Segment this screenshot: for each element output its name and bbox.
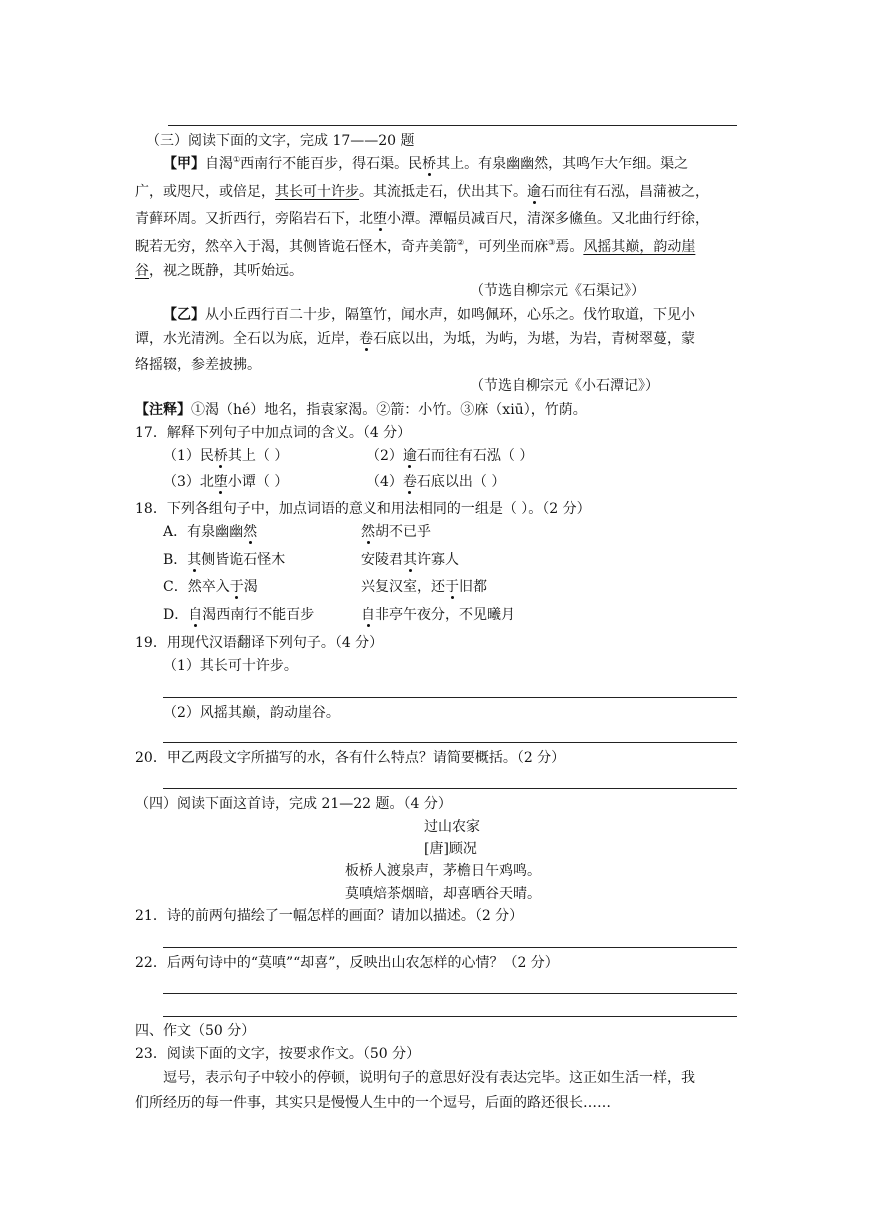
q17-stem: 17．解释下列句子中加点词的含义。（4 分）	[135, 425, 412, 441]
yi-text: 石底以出，为坻，为屿，为堪，为岩，青树翠蔓，蒙	[373, 331, 695, 347]
dotted-word: 逾	[527, 184, 541, 200]
section3-heading: （三）阅读下面的文字，完成 17——20 题	[146, 133, 415, 149]
q17-blank[interactable]: 小谭（ ）	[227, 474, 289, 490]
part4-heading: 四、作文（50 分）	[135, 1023, 256, 1039]
q18-text: 安陵君	[361, 552, 403, 568]
q22-stem: 22．后两句诗中的“莫嗔”“却喜”，反映出山农怎样的心情？（2 分）	[135, 955, 559, 971]
yi-text: 谭，水光清洌。全石以为底，近岸，	[135, 331, 359, 347]
dotted-word: 于	[229, 579, 244, 595]
q18-text: 胡不已乎	[375, 524, 431, 540]
yi-text: 从小丘西行百二十步，隔篁竹，闻水声，如鸣佩环，心乐之。伐竹取道，下见小	[205, 307, 695, 323]
dotted-word: 然	[243, 524, 258, 540]
jia-text: ，可列坐而庥	[464, 239, 549, 255]
dotted-word: 卷	[359, 331, 373, 347]
q18-text: C．然卒入	[163, 579, 230, 595]
yi-line-2	[135, 330, 695, 348]
q17-item-3	[163, 473, 288, 491]
dotted-word: 桥	[213, 448, 228, 464]
q18-stem: 18．下列各组句子中，加点词语的意义和用法相同的一组是（ ）。（2 分）	[135, 501, 591, 517]
jia-text: 广，或咫尺，或倍足，	[135, 184, 275, 200]
q18-option-c-right	[361, 578, 487, 596]
jia-text: 自渴	[205, 156, 233, 172]
poem-line-2: 莫嗔焙茶烟暗，却喜晒谷天晴。	[345, 886, 541, 902]
q18-text: 兴复汉室，还	[361, 579, 445, 595]
jia-line-5	[135, 262, 303, 280]
q18-text: D．	[163, 607, 189, 623]
dotted-word: 堕	[213, 474, 228, 490]
q21-stem: 21．诗的前两句描绘了一幅怎样的画面？请加以描述。（2 分）	[135, 908, 524, 924]
q17-blank[interactable]: 其上（ ）	[227, 448, 289, 464]
q18-text: A．有泉幽幽	[163, 524, 244, 540]
dotted-word: 堕	[373, 211, 387, 227]
q18-option-b-right	[361, 551, 459, 569]
q17-blank[interactable]: 石底以出（ ）	[416, 474, 506, 490]
q17-text: （3）北	[163, 474, 214, 490]
poem-title: 过山农家	[424, 819, 480, 835]
notes-text: ①渴（hé）地名，指袁家渴。②箭：小竹。③庥（xiū），竹荫。	[191, 402, 587, 418]
yi-source: （节选自柳宗元《小石潭记》）	[470, 378, 659, 394]
footnote-marker: ②	[457, 238, 465, 247]
dotted-word: 自	[361, 607, 375, 623]
q17-item-2	[366, 447, 533, 465]
answer-line[interactable]	[163, 947, 737, 948]
jia-text: 青藓环周。又折西行，旁陷岩石下，北	[135, 211, 373, 227]
q23-paragraph-2: 们所经历的每一件事，其实只是慢慢人生中的一个逗号，后面的路还很长……	[135, 1095, 611, 1111]
q17-text: （2）	[366, 448, 403, 464]
jia-source: （节选自柳宗元《石渠记》）	[470, 283, 645, 299]
q18-option-d-left	[163, 606, 314, 624]
jia-line-3	[135, 210, 709, 228]
dotted-word: 然	[361, 524, 375, 540]
footnote-marker: ①	[233, 155, 241, 164]
dotted-word: 其	[403, 552, 417, 568]
q18-text: 侧皆诡石怪木	[201, 552, 286, 568]
q18-option-d-right	[361, 606, 515, 624]
answer-line[interactable]	[163, 993, 737, 994]
underlined-phrase: 风摇其巅，韵动崖	[583, 239, 696, 255]
q18-text: 许寡人	[417, 552, 459, 568]
q23-paragraph-1: 逗号，表示句子中较小的停顿，说明句子的意思好没有表达完毕。这正如生活一样，我	[163, 1070, 695, 1086]
q17-text: （4）	[366, 474, 403, 490]
q18-text: 旧都	[459, 579, 487, 595]
answer-line[interactable]	[163, 697, 737, 698]
dotted-word: 卷	[402, 474, 417, 490]
poem-author: [唐]顾况	[424, 841, 477, 857]
q18-text: 渴西南行不能百步	[202, 607, 315, 623]
jia-text: 其上。有泉幽幽然，其鸣乍大乍细。渠之	[436, 156, 689, 172]
q19-sentence-2: （2）风摇其巅，韵动崖谷。	[163, 705, 340, 721]
underlined-phrase: 谷	[135, 263, 149, 279]
top-rule	[168, 125, 737, 126]
jia-tag: 【甲】	[163, 156, 205, 172]
jia-text: ，视之既静，其听始远。	[149, 263, 303, 279]
answer-line[interactable]	[163, 788, 737, 789]
jia-text: 焉。	[555, 239, 584, 255]
jia-text: 石而往有石泓，昌蒲被之，	[541, 184, 709, 200]
yi-line-1	[163, 306, 695, 324]
jia-line-1	[163, 155, 688, 173]
q18-text: 渴	[243, 579, 258, 595]
q18-text: 非亭午夜分，不见曦月	[375, 607, 515, 623]
q19-sentence-1: （1）其长可十许步。	[163, 658, 298, 674]
notes	[135, 401, 587, 419]
q17-item-1	[163, 447, 288, 465]
q20-stem: 20．甲乙两段文字所描写的水，各有什么特点？请简要概括。（2 分）	[135, 750, 566, 766]
section4-heading: （四）阅读下面这首诗，完成 21—22 题。（4 分）	[135, 796, 452, 812]
q18-option-b-left	[163, 551, 285, 569]
jia-line-4	[135, 238, 695, 256]
dotted-word: 于	[445, 579, 459, 595]
q19-stem: 19．用现代汉语翻译下列句子。（4 分）	[135, 635, 384, 651]
answer-line[interactable]	[163, 1016, 737, 1017]
answer-line[interactable]	[163, 742, 737, 743]
q17-blank[interactable]: 石而往有石泓（ ）	[416, 448, 534, 464]
yi-line-3: 络摇辍，参差披拂。	[135, 357, 261, 373]
underlined-phrase: 其长可十许步	[275, 184, 359, 200]
q18-option-a-left	[163, 523, 257, 541]
jia-text: 小潭。潭幅员减百尺，清深多鯈鱼。又北曲行纡徐，	[387, 211, 709, 227]
q18-text: B．	[163, 552, 188, 568]
dotted-word: 逾	[402, 448, 417, 464]
q17-item-4	[366, 473, 505, 491]
jia-text: 西南行不能百步，得石渠。民	[240, 156, 423, 172]
jia-text: 睨若无穷，然卒入于渴，其侧皆诡石怪木，奇卉美箭	[135, 239, 457, 255]
jia-line-2	[135, 183, 709, 201]
q18-option-a-right	[361, 523, 431, 541]
poem-line-1: 板桥人渡泉声，茅檐日午鸡鸣。	[345, 863, 541, 879]
jia-text: 。其流抵走石，伏出其下。	[359, 184, 527, 200]
footnote-marker: ③	[548, 238, 556, 247]
dotted-word: 自	[188, 607, 203, 623]
notes-tag: 【注释】	[135, 402, 191, 418]
q18-option-c-left	[163, 578, 258, 596]
dotted-word: 其	[187, 552, 202, 568]
q17-text: （1）民	[163, 448, 214, 464]
dotted-word: 桥	[422, 156, 437, 172]
q23-stem: 23．阅读下面的文字，按要求作文。（50 分）	[135, 1046, 421, 1062]
yi-tag: 【乙】	[163, 307, 205, 323]
